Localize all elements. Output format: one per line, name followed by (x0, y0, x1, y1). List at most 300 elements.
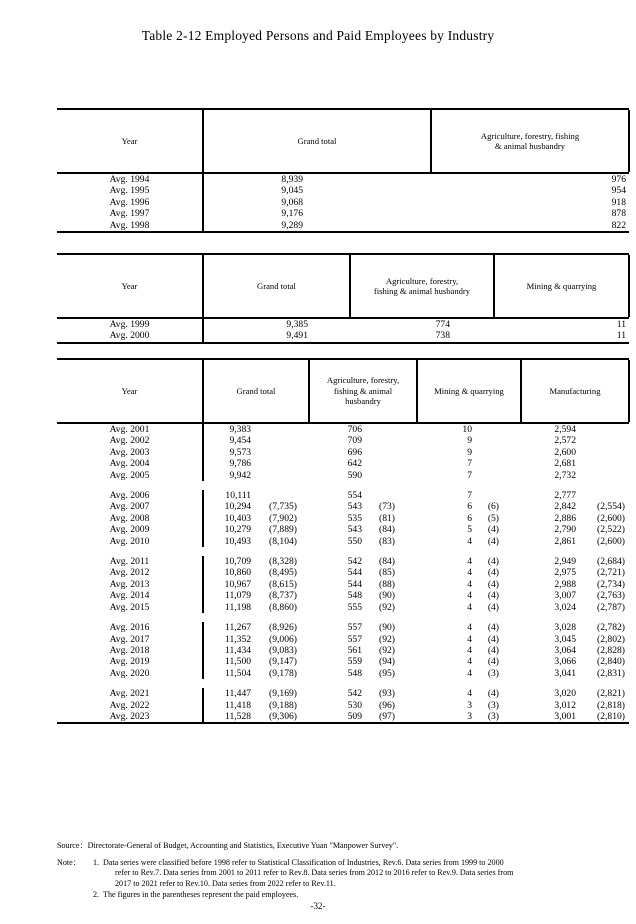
value-group (427, 656, 499, 667)
cell-grand-total: 8,939 (281, 174, 303, 185)
paid-employees-value: (9,178) (269, 667, 297, 679)
agri-line1: Agriculture, forestry, (385, 275, 459, 286)
value-group (212, 536, 297, 547)
employed-persons-value: 11,079 (225, 590, 252, 602)
value-group (212, 447, 297, 458)
employed-persons-value: 3,012 (554, 699, 576, 711)
value-group (427, 567, 499, 578)
cell-manufacturing (521, 634, 629, 645)
cell-year: Avg. 2001 (57, 424, 203, 435)
cell-agriculture (309, 501, 417, 512)
paid-employees-value: (2,734) (597, 578, 625, 590)
note-label: Note： (57, 858, 81, 867)
value-group (212, 524, 297, 535)
agri-line2: fishing & animal (333, 385, 393, 396)
employed-persons-value: 2,790 (554, 524, 576, 536)
employed-persons-value: 6 (467, 501, 472, 513)
paid-employees-value: (81) (379, 512, 395, 524)
paid-employees-value: (2,600) (597, 535, 625, 547)
cell-manufacturing (521, 513, 629, 524)
employed-persons-value: 11,352 (225, 633, 252, 645)
paid-employees-value: (8,104) (269, 535, 297, 547)
value-group (317, 668, 395, 679)
cell-manufacturing (521, 668, 629, 679)
col-header-year: Year (57, 110, 203, 172)
value-group (212, 622, 297, 633)
paid-employees-value: (4) (487, 567, 499, 579)
table-row (57, 174, 629, 185)
paid-employees-value: (8,615) (269, 578, 297, 590)
paid-employees-value: (88) (379, 578, 395, 590)
cell-year: Avg. 2013 (57, 579, 203, 590)
table-row (57, 524, 629, 535)
paid-employees-value: (9,147) (269, 656, 297, 668)
employed-persons-value: 696 (347, 446, 362, 458)
value-group (317, 470, 395, 481)
cell-mining: 11 (616, 319, 626, 330)
cell-mining (417, 567, 521, 578)
employed-persons-value: 7 (467, 458, 472, 470)
block2-body-table (57, 319, 629, 342)
paid-employees-value: (2,821) (597, 688, 625, 700)
value-group (317, 622, 395, 633)
paid-employees-value: (83) (379, 535, 395, 547)
employed-persons-value: 554 (347, 490, 362, 502)
employed-persons-value: 543 (347, 524, 362, 536)
cell-manufacturing (521, 424, 629, 435)
employed-persons-value: 11,198 (225, 601, 252, 613)
value-group (525, 501, 625, 512)
table-row (57, 470, 629, 481)
value-group (427, 513, 499, 524)
paid-employees-value: (4) (487, 633, 499, 645)
col-header-agriculture (431, 110, 629, 172)
value-group (525, 700, 625, 711)
employed-persons-value: 10,709 (224, 556, 252, 568)
cell-agriculture (309, 513, 417, 524)
value-group (212, 711, 297, 722)
col-header-grand-total: Grand total (203, 255, 350, 317)
cell-mining (417, 645, 521, 656)
table-row (57, 447, 629, 458)
cell-grand-total (203, 470, 309, 481)
table-row (57, 711, 629, 722)
cell-year: Avg. 2014 (57, 590, 203, 601)
cell-grand-total (203, 424, 309, 435)
paid-employees-value: (92) (379, 601, 395, 613)
value-group (525, 556, 625, 567)
paid-employees-value: (3) (487, 699, 499, 711)
cell-agriculture: 822 (611, 219, 626, 231)
col-header-agriculture (350, 255, 494, 317)
paid-employees-value: (3) (487, 667, 499, 679)
value-group (212, 688, 297, 699)
employed-persons-value: 4 (467, 556, 472, 568)
value-group (427, 470, 499, 481)
cell-year: Avg. 2012 (57, 567, 203, 578)
employed-persons-value: 2,842 (554, 501, 576, 513)
value-group (212, 668, 297, 679)
paid-employees-value: (90) (379, 622, 395, 634)
cell-year: Avg. 1994 (57, 174, 203, 185)
cell-agriculture: 774 (435, 319, 450, 330)
employed-persons-value: 11,447 (225, 688, 252, 700)
employed-persons-value: 10,403 (224, 512, 252, 524)
table-row (57, 330, 629, 341)
paid-employees-value: (90) (379, 590, 395, 602)
cell-mining (417, 622, 521, 633)
cell-mining (417, 579, 521, 590)
value-group (427, 602, 499, 613)
paid-employees-value: (4) (487, 535, 499, 547)
col-header-mining: Mining & quarrying (494, 255, 629, 317)
employed-persons-value: 3,020 (554, 688, 576, 700)
cell-year: Avg. 2015 (57, 602, 203, 613)
cell-agriculture (309, 668, 417, 679)
value-group (212, 435, 297, 446)
value-group (427, 711, 499, 722)
paid-employees-value: (2,721) (597, 567, 625, 579)
value-group (212, 645, 297, 656)
cell-grand-total (203, 447, 309, 458)
cell-mining (417, 590, 521, 601)
cell-mining (417, 513, 521, 524)
value-group (427, 536, 499, 547)
cell-manufacturing (521, 524, 629, 535)
cell-year: Avg. 2022 (57, 700, 203, 711)
value-group (427, 622, 499, 633)
employed-persons-value: 561 (347, 644, 362, 656)
paid-employees-value: (7,735) (269, 501, 297, 513)
value-group (317, 602, 395, 613)
cell-year: Avg. 2006 (57, 490, 203, 501)
note-number: 1. (93, 858, 100, 867)
value-group (427, 590, 499, 601)
paid-employees-value: (2,810) (597, 710, 625, 722)
employed-persons-value: 10,967 (224, 578, 252, 590)
employed-persons-value: 6 (467, 512, 472, 524)
cell-manufacturing (521, 536, 629, 547)
table-row (57, 536, 629, 547)
table-row (57, 602, 629, 613)
cell-manufacturing (521, 645, 629, 656)
cell-grand-total (203, 524, 309, 535)
cell-year: Avg. 2008 (57, 513, 203, 524)
agri-line3: husbandry (345, 396, 381, 407)
cell-grand-total (203, 490, 309, 501)
value-group (317, 590, 395, 601)
paid-employees-value: (8,926) (269, 622, 297, 634)
paid-employees-value: (3) (487, 710, 499, 722)
paid-employees-value: (73) (379, 501, 395, 513)
cell-year: Avg. 2011 (57, 556, 203, 567)
cell-grand-total (203, 700, 309, 711)
value-group (212, 656, 297, 667)
table-block-3 (57, 358, 629, 724)
cell-grand-total: 9,068 (281, 196, 303, 208)
cell-grand-total (203, 711, 309, 722)
cell-manufacturing (521, 602, 629, 613)
cell-mining (417, 556, 521, 567)
paid-employees-value: (97) (379, 710, 395, 722)
block1-table (57, 110, 630, 172)
employed-persons-value: 4 (467, 567, 472, 579)
employed-persons-value: 548 (347, 667, 362, 679)
value-group (525, 668, 625, 679)
table-row (57, 208, 629, 219)
paid-employees-value: (8,737) (269, 590, 297, 602)
paid-employees-value: (93) (379, 688, 395, 700)
employed-persons-value: 542 (347, 556, 362, 568)
table-row (57, 579, 629, 590)
cell-agriculture: 918 (611, 196, 626, 208)
cell-agriculture (309, 700, 417, 711)
employed-persons-value: 535 (347, 512, 362, 524)
employed-persons-value: 543 (347, 501, 362, 513)
value-group (525, 490, 625, 501)
paid-employees-value: (4) (487, 601, 499, 613)
agri-line2: & animal husbandry (494, 141, 566, 151)
cell-agriculture (309, 645, 417, 656)
paid-employees-value: (5) (487, 512, 499, 524)
table-row (57, 435, 629, 446)
employed-persons-value: 3,041 (554, 667, 576, 679)
cell-year: Avg. 2003 (57, 447, 203, 458)
employed-persons-value: 2,861 (554, 535, 576, 547)
table-row (57, 185, 629, 196)
cell-mining (417, 700, 521, 711)
spacer-cell (57, 613, 629, 622)
table-row (57, 656, 629, 667)
block3-bottom-rule (57, 722, 629, 724)
employed-persons-value: 2,600 (554, 446, 576, 458)
cell-mining (417, 668, 521, 679)
cell-year: Avg. 2023 (57, 711, 203, 722)
paid-employees-value: (4) (487, 688, 499, 700)
cell-agriculture: 738 (435, 330, 450, 342)
employed-persons-value: 2,886 (554, 512, 576, 524)
cell-manufacturing (521, 567, 629, 578)
cell-year: Avg. 2010 (57, 536, 203, 547)
employed-persons-value: 3,028 (554, 622, 576, 634)
cell-agriculture (309, 602, 417, 613)
block3-body (57, 424, 629, 722)
paid-employees-value: (9,306) (269, 710, 297, 722)
cell-grand-total (203, 602, 309, 613)
value-group (427, 524, 499, 535)
value-group (212, 513, 297, 524)
value-group (317, 556, 395, 567)
value-group (317, 567, 395, 578)
table-row (57, 501, 629, 512)
value-group (212, 634, 297, 645)
cell-mining (417, 490, 521, 501)
page-title: Table 2-12 Employed Persons and Paid Employees by Industry (141, 28, 495, 43)
cell-manufacturing (521, 556, 629, 567)
employed-persons-value: 559 (347, 656, 362, 668)
cell-agriculture (309, 536, 417, 547)
paid-employees-value: (4) (487, 556, 499, 568)
cell-agriculture (309, 524, 417, 535)
table-row (57, 513, 629, 524)
table-row (57, 634, 629, 645)
value-group (525, 711, 625, 722)
employed-persons-value: 2,732 (554, 469, 576, 481)
employed-persons-value: 9,573 (229, 446, 252, 458)
block1-body (57, 174, 629, 231)
employed-persons-value: 2,949 (554, 556, 576, 568)
value-group (212, 490, 297, 501)
table-row (57, 668, 629, 679)
value-group (317, 645, 395, 656)
cell-grand-total: 9,385 (286, 319, 308, 330)
page-number: -32- (310, 901, 326, 911)
value-group (212, 556, 297, 567)
cell-agriculture (309, 688, 417, 699)
table-row (57, 567, 629, 578)
value-group (427, 447, 499, 458)
value-group (317, 447, 395, 458)
table-block-2 (57, 253, 629, 344)
value-group (427, 668, 499, 679)
note-text (103, 858, 633, 889)
table-row (57, 700, 629, 711)
employed-persons-value: 11,528 (225, 710, 252, 722)
cell-grand-total: 9,491 (286, 330, 308, 342)
cell-mining (417, 470, 521, 481)
cell-mining (417, 435, 521, 446)
employed-persons-value: 4 (467, 622, 472, 634)
value-group (317, 634, 395, 645)
employed-persons-value: 4 (467, 644, 472, 656)
employed-persons-value: 10,294 (224, 501, 252, 513)
value-group (317, 656, 395, 667)
note-number: 2. (93, 890, 100, 900)
paid-employees-value: (2,818) (597, 699, 625, 711)
value-group (427, 579, 499, 590)
cell-mining (417, 458, 521, 469)
employed-persons-value: 3,007 (554, 590, 576, 602)
value-group (525, 602, 625, 613)
cell-agriculture (309, 711, 417, 722)
cell-manufacturing (521, 470, 629, 481)
paid-employees-value: (9,188) (269, 699, 297, 711)
cell-year: Avg. 2021 (57, 688, 203, 699)
employed-persons-value: 509 (347, 710, 362, 722)
value-group (427, 501, 499, 512)
cell-agriculture: 976 (611, 174, 626, 185)
employed-persons-value: 4 (467, 656, 472, 668)
col-header-grand-total: Grand total (203, 360, 309, 422)
source-note: Source：Directorate-General of Budget, Accounting and Statistics, Executive Yuan "Manpower Survey". (57, 841, 399, 850)
value-group (525, 688, 625, 699)
value-group (317, 524, 395, 535)
cell-year: Avg. 2016 (57, 622, 203, 633)
cell-year: Avg. 2017 (57, 634, 203, 645)
note1-line1: Data series were classified before 1998 refer to Statistical Classification of Industries, Rev.6. Data series from 1999 to 2000 (103, 858, 504, 867)
cell-year: Avg. 2009 (57, 524, 203, 535)
cell-grand-total (203, 567, 309, 578)
employed-persons-value: 11,434 (225, 644, 252, 656)
table-row (57, 622, 629, 633)
paid-employees-value: (95) (379, 667, 395, 679)
spacer-cell (57, 679, 629, 688)
table-row (57, 688, 629, 699)
value-group (525, 645, 625, 656)
employed-persons-value: 557 (347, 633, 362, 645)
employed-persons-value: 2,681 (554, 458, 576, 470)
employed-persons-value: 2,988 (554, 578, 576, 590)
value-group (525, 590, 625, 601)
col-header-agriculture (309, 360, 417, 422)
employed-persons-value: 3,001 (554, 710, 576, 722)
agri-line1: Agriculture, forestry, fishing (480, 130, 580, 141)
row-group-spacer (57, 547, 629, 556)
cell-mining (417, 424, 521, 435)
paid-employees-value: (2,763) (597, 590, 625, 602)
value-group (212, 458, 297, 469)
cell-grand-total (203, 435, 309, 446)
cell-grand-total (203, 590, 309, 601)
value-group (317, 711, 395, 722)
cell-year: Avg. 2007 (57, 501, 203, 512)
employed-persons-value: 3,045 (554, 633, 576, 645)
cell-grand-total: 9,045 (281, 185, 303, 197)
cell-manufacturing (521, 447, 629, 458)
table-row (57, 319, 629, 330)
agri-line2: fishing & animal husbandry (373, 286, 471, 296)
employed-persons-value: 9,454 (229, 435, 252, 447)
cell-mining (417, 634, 521, 645)
cell-year: Avg. 1996 (57, 197, 203, 208)
employed-persons-value: 7 (467, 469, 472, 481)
cell-mining (417, 536, 521, 547)
cell-agriculture (309, 424, 417, 435)
value-group (427, 435, 499, 446)
paid-employees-value: (2,554) (597, 501, 625, 513)
employed-persons-value: 10,860 (224, 567, 252, 579)
value-group (317, 458, 395, 469)
paid-employees-value: (4) (487, 590, 499, 602)
col-header-manufacturing: Manufacturing (521, 360, 629, 422)
value-group (525, 579, 625, 590)
cell-year: Avg. 2002 (57, 435, 203, 446)
note-item-1 (57, 858, 633, 889)
cell-year: Avg. 2019 (57, 656, 203, 667)
employed-persons-value: 557 (347, 622, 362, 634)
employed-persons-value: 11,418 (225, 699, 252, 711)
value-group (212, 567, 297, 578)
value-group (317, 513, 395, 524)
value-group (525, 470, 625, 481)
value-group (427, 424, 499, 435)
value-group (525, 513, 625, 524)
value-group (427, 634, 499, 645)
employed-persons-value: 3 (467, 710, 472, 722)
cell-agriculture: 954 (611, 185, 626, 197)
cell-grand-total (203, 645, 309, 656)
cell-mining (417, 524, 521, 535)
spacer-cell (57, 547, 629, 556)
paid-employees-value: (94) (379, 656, 395, 668)
row-group-spacer (57, 613, 629, 622)
paid-employees-value: (92) (379, 644, 395, 656)
cell-agriculture (309, 622, 417, 633)
block3-table (57, 360, 630, 422)
paid-employees-value: (8,495) (269, 567, 297, 579)
note-item-2 (57, 890, 633, 900)
col-header-grand-total: Grand total (203, 110, 431, 172)
